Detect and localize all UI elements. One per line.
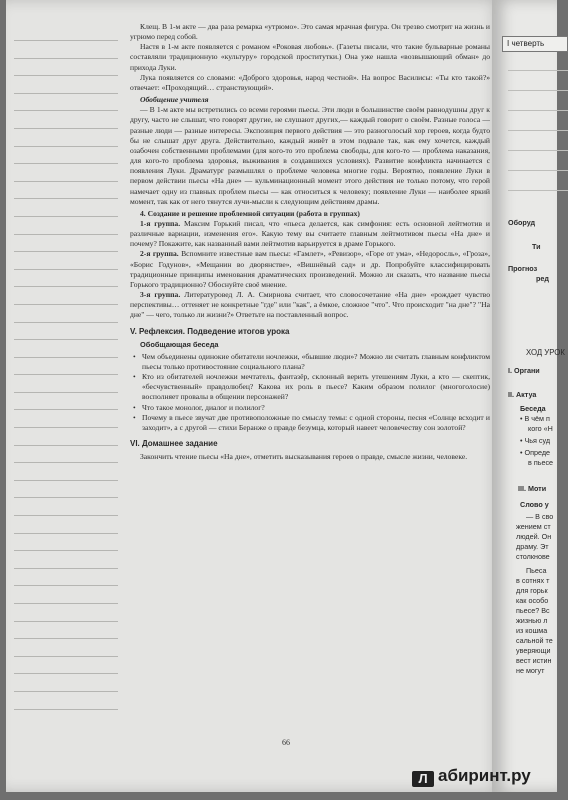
teacher-summary-text: — В 1-м акте мы встретились со всеми героями пьесы. Эти люди в большинстве своём равнодушны друг к другу, часто не слышат, что говорят другие, не слушают других,— каждый говорит о своём. Разные голоса — разные люди — разные интересы. Экспозиция первого действия — это разноголосый хор героев, когда будто бы не слышат друг друга. Действительно, каждый живёт в этом подвале так, как ему хочется, каждый озабочен собственными проблемами (для кого-то это проблема свободы, для кого-то — проблема наказания, для кого-то проблема здоровья, выживания в создавшихся условиях). Развитие конфликта начинается с появления Луки. Драматург размышлял о проблеме человека многие годы. Вероятно, появление Луки в первом действии пьесы «На дне» — кульминационный момент этого действия не только потому, что герой намечает одну из главных проблем пьесы — как относиться к человеку; появление Луки — наиболее яркий момент, так как от него тянутся лучи-мысли к следующим действиям драмы. (130, 105, 490, 206)
paragraph-klesch: Клещ. В 1-м акте — два раза ремарка «утрюмо». Это самая мрачная фигура. Он трезво смотрит на жизнь и угрюмо перед собой. (130, 22, 490, 42)
main-text-column (130, 22, 490, 462)
right-fragment: ХОД УРОК (526, 348, 565, 357)
group-2-label: 2-я группа. (140, 249, 179, 259)
left-page (6, 0, 502, 792)
group-3-text: Литературовед Л. А. Смирнова считает, что словосочетание «На дне» «рождает чувство перспективы… оттеняет не конкретные "где" или "как", а ёмкое, сложное "что". Что происходит "на дне"? "На дне" — чего, только ли жизни?» Ответьте на поставленный вопрос. (130, 290, 490, 320)
right-fragment: • Опреде (520, 448, 551, 457)
right-fragment: уверяющи (516, 646, 551, 655)
teacher-summary-heading: Обобщение учителя (140, 95, 209, 105)
quarter-label: I четверть (502, 36, 568, 52)
right-fragment: драму. Эт (516, 542, 549, 551)
paragraph-nastya: Настя в 1-м акте появляется с романом «Роковая любовь». (Газеты писали, что такие бульварные романы составляли традиционную «культуру» городской проститутки.) Она уже нашла «возвышающий обман» до прихода Луки. (130, 42, 490, 72)
watermark-text: абиринт.ру (438, 766, 531, 785)
right-fragment: вест истин (516, 656, 552, 665)
group-3-label: 3-я группа. (140, 290, 181, 300)
question-list (130, 352, 490, 433)
right-fragment: • В чём п (520, 414, 550, 423)
task-heading: 4. Создание и решение проблемной ситуации (работа в группах) (140, 208, 360, 218)
section-6-heading: VI. Домашнее задание (130, 439, 218, 449)
right-fragment: II. Актуа (508, 390, 537, 399)
right-fragment: сальной те (516, 636, 553, 645)
group-1 (130, 219, 490, 249)
question-item: • Что такое монолог, диалог и полилог? (142, 403, 490, 413)
question-item: • Кто из обитателей ночлежки мечтатель, фантазёр, склонный верить утешениям Луки, а кто — скептик, «бесчувственный» правдолюбец? Какова их роль в пьесе? Каким образом полилог (многоголосие) восполняет провалы в общении персонажей? (142, 372, 490, 402)
homework-text: Закончить чтение пьесы «На дне», отметить высказывания героев о правде, смысле жизни, человеке. (140, 452, 468, 462)
margin-note-lines (14, 40, 118, 720)
right-fragment: не могут (516, 666, 545, 675)
watermark (412, 766, 531, 787)
right-fragment: столкнове (516, 552, 550, 561)
right-fragment: кого «Н (528, 424, 553, 433)
right-fragment: жизнью л (516, 616, 548, 625)
right-fragment: людей. Он (516, 532, 552, 541)
right-fragment: пьесе? Вс (516, 606, 550, 615)
question-item: • Почему в пьесе звучат две противоположные по смыслу темы: с одной стороны, песня «Солнце всходит и заходит», а с другой — стихи Беранже о правде безумца, который навеет человечеству сон золотой? (142, 413, 490, 433)
right-fragment: Оборуд (508, 218, 536, 227)
right-fragment: Беседа (520, 404, 546, 413)
group-1-label: 1-я группа. (140, 218, 181, 228)
group-1-text: Максим Горький писал, что «пьеса делается, как симфония: есть основной лейтмотив и различные вариации, изменения его». Какую тему вы считаете главным лейтмотивом пьесы «На дне» и почему? Покажите, как названный вами лейтмотив варьируется в драме Горького. (130, 218, 491, 249)
right-fragment: ред (536, 274, 549, 283)
right-fragment: в сотнях т (516, 576, 550, 585)
right-page (492, 0, 565, 792)
right-fragment: — В сво (526, 512, 554, 521)
conversation-heading: Обобщающая беседа (140, 339, 219, 349)
right-fragment: Слово у (520, 500, 549, 509)
group-3 (130, 290, 490, 320)
right-fragment: Ти (532, 242, 541, 251)
right-fragment: Прогноз (508, 264, 538, 273)
right-fragment: как особо (516, 596, 549, 605)
right-fragment: Пьеса (526, 566, 547, 575)
right-fragment: для горьк (516, 586, 548, 595)
right-fragment: I. Органи (508, 366, 540, 375)
paragraph-luka: Лука появляется со словами: «Доброго здоровья, народ честной». На вопрос Василисы: «Ты кто такой?» отвечает: «Проходящий… странствующий». (130, 72, 490, 92)
right-fragment: • Чья суд (520, 436, 551, 445)
group-2-text: Вспомните известные вам пьесы: «Гамлет», «Ревизор», «Горе от ума», «Недоросль», «Гроза», «Борис Годунов», «Мещанин во дворянстве», «Вишнёвый сад» и др. Попробуйте классифицировать традиционные принципы именования драматических произведений. Можно ли сказать, что название пьесы Горького традиционно? Обоснуйте своё мнение. (130, 249, 490, 289)
right-fragment: жением ст (516, 522, 551, 531)
section-5-heading: V. Рефлексия. Подведение итогов урока (130, 326, 290, 336)
labirint-logo-icon: Л (412, 771, 434, 787)
page-number: 66 (282, 738, 290, 747)
group-2 (130, 249, 490, 290)
right-fragment: III. Моти (518, 484, 547, 493)
question-item: • Чем объединены одинокие обитатели ночлежки, «бывшие люди»? Можно ли считать главным конфликтом пьесы только противостояние социального плана? (142, 352, 490, 372)
right-fragment: в пьесе (528, 458, 554, 467)
right-fragment: из кошма (516, 626, 548, 635)
